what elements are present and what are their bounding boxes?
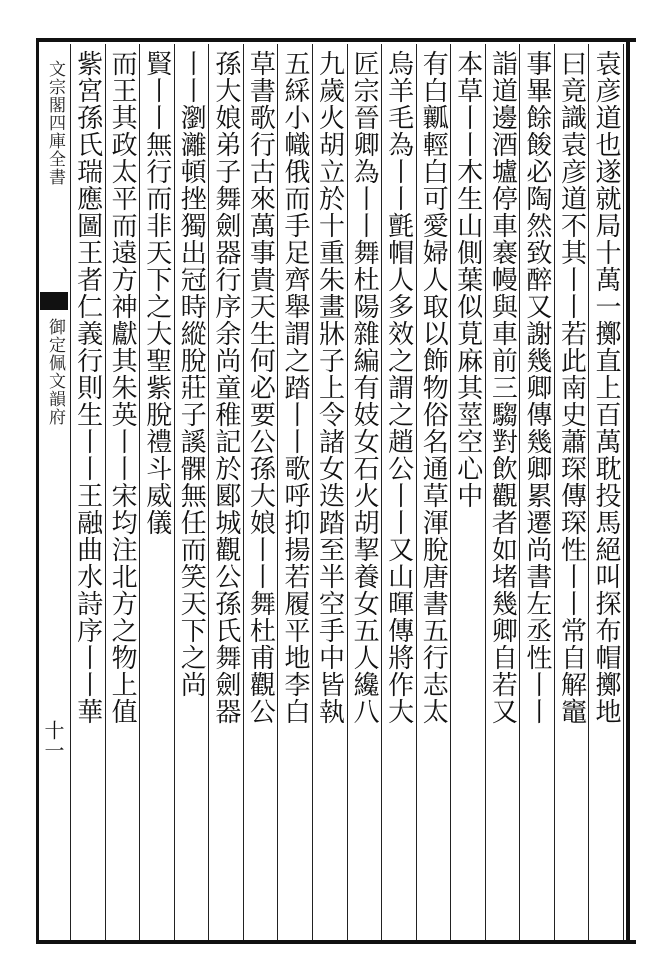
- text-column-11: 草書歌行古來萬事貴天生何必要公孫大娘丨丨舞杜甫觀公: [245, 50, 276, 725]
- column-rule: [347, 44, 348, 940]
- text-column-8: 匠宗晉卿為丨丨舞杜陽雜編有妓女石火胡挈養女五人纔八: [349, 50, 380, 725]
- column-rule: [554, 44, 555, 940]
- column-rule: [450, 44, 451, 940]
- column-rule: [623, 44, 624, 940]
- column-rule: [243, 44, 244, 940]
- column-rule: [208, 44, 209, 940]
- fishtail-mark-icon: [40, 292, 68, 310]
- column-rule: [277, 44, 278, 940]
- frame-bottom-border: [36, 940, 636, 944]
- text-column-4: 詣道邊酒壚停車褰幔與車前三騶對飲觀者如堵幾卿自若又: [487, 50, 518, 725]
- column-rule: [485, 44, 486, 940]
- margin-title-lower: 御定佩文韻府: [45, 318, 65, 426]
- text-column-5: 本草丨丨木生山側葉似莧麻其莖空心中: [452, 50, 483, 509]
- margin-title-upper: 文宗閣四庫全書: [45, 60, 65, 186]
- text-column-12: 孫大娘弟子舞劍器行序余尚童稚記於郾城觀公孫氏舞劍器: [210, 50, 241, 725]
- text-column-13: 丨丨瀏灕頓挫獨出冠時縱脫莊子謑髁無任而笑天下之尚: [176, 50, 207, 698]
- text-column-1: 袁彦道也遂就局十萬一擲直上百萬耽投馬絕叫探布帽擲地: [591, 50, 621, 725]
- text-column-6: 有白瓤輕白可愛婦人取以飾物俗名通草渾脫唐書五行志太: [418, 50, 449, 725]
- column-rule: [588, 44, 589, 940]
- text-column-14: 賢丨丨無行而非天下之大聖紫脫禮斗威儀: [141, 50, 172, 536]
- column-rule: [70, 44, 71, 940]
- column-rule: [416, 44, 417, 940]
- column-rule: [139, 44, 140, 940]
- text-column-9: 九歲火胡立於十重朱畫牀子上令諸女迭踏至半空手中皆執: [314, 50, 345, 725]
- column-rule: [312, 44, 313, 940]
- column-rule: [105, 44, 106, 940]
- frame-top-border: [36, 38, 636, 42]
- text-column-10: 五綵小幟俄而手足齊舉謂之踏丨丨歌呼抑揚若履平地李白: [279, 50, 310, 725]
- frame-left-border: [36, 38, 39, 944]
- frame-right-border: [626, 38, 630, 944]
- text-column-7: 烏羊毛為丨丨氈帽人多效之謂之趙公丨丨又山暉傳將作大: [383, 50, 414, 725]
- column-rule: [519, 44, 520, 940]
- page-number: 十一: [41, 720, 65, 760]
- column-rule: [381, 44, 382, 940]
- column-rule: [174, 44, 175, 940]
- text-column-2: 曰竟識袁彦道不其丨丨若此南史蕭琛傳琛性丨丨常自解竈: [556, 50, 587, 725]
- text-column-15: 而王其政太平而遠方神獻其朱英丨丨宋均注北方之物上值: [107, 50, 138, 725]
- text-column-16: 紫宮孫氏瑞應圖王者仁義行則生丨丨王融曲水詩序丨丨華: [72, 50, 103, 725]
- text-column-3: 事畢餘餕必陶然致醉又謝幾卿傳幾卿累遷尚書左丞性丨丨: [521, 50, 552, 725]
